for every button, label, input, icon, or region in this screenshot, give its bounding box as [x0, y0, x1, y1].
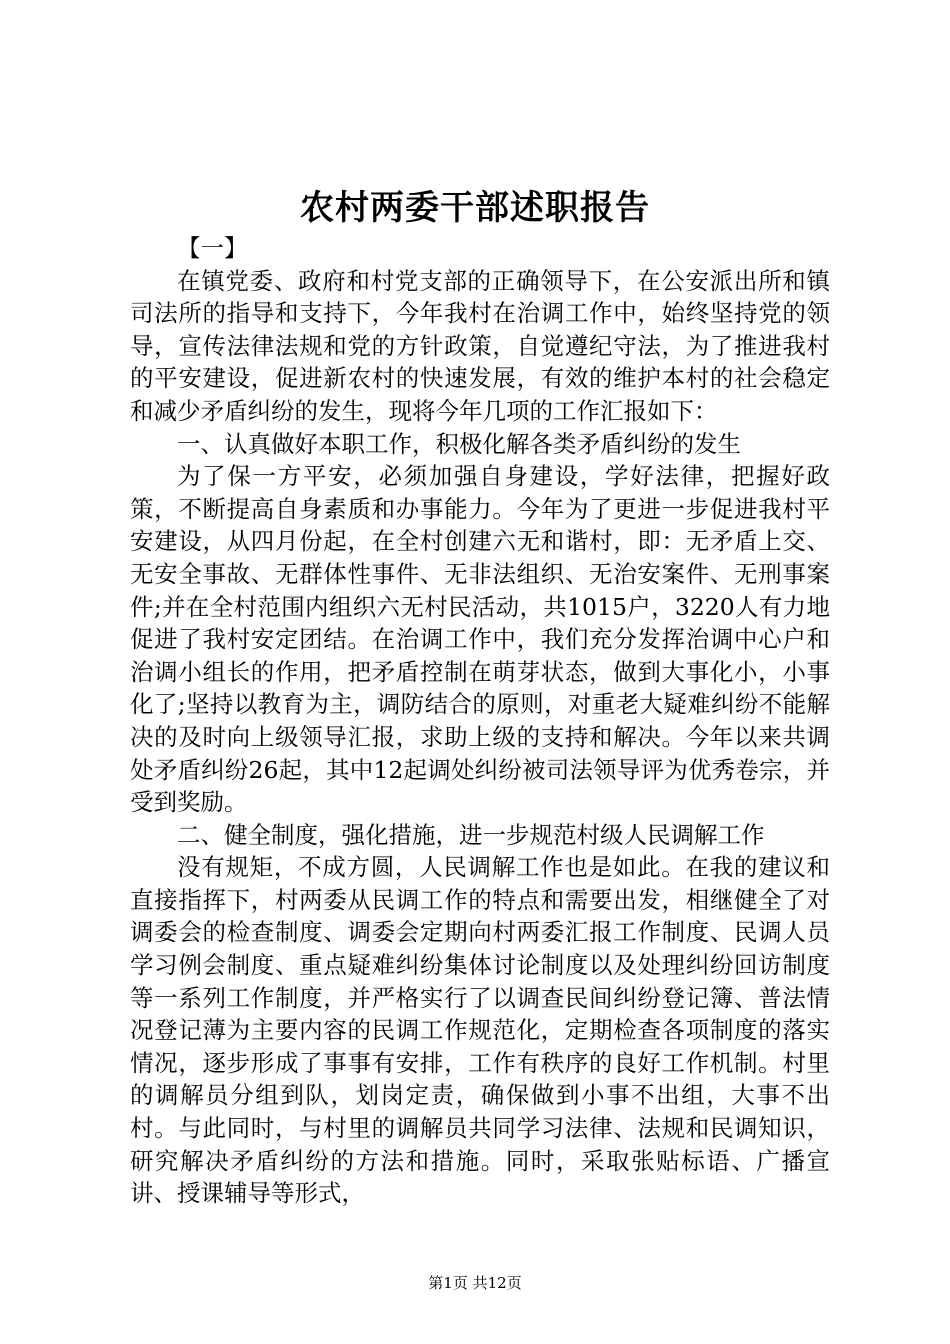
section-heading-2: 二、健全制度，强化措施，进一步规范村级人民调解工作 [177, 820, 765, 849]
body-paragraph-2: 没有规矩，不成方圆，人民调解工作也是如此。在我的建议和直接指挥下，村两委从民调工作的特点和需要出发，相继健全了对调委会的检查制度、调委会定期向村两委汇报工作制度、民调人员学习例会制度、重点疑难纠纷集体讨论制度以及处理纠纷回访制度等一系列工作制度，并严格实行了以调查民间纠纷登记簿、普法情况登记薄为主要内容的民调工作规范化，定期检查各项制度的落实情况，逐步形成了事事有安排，工作有秩序的良好工作机制。村里的调解员分组到队，划岗定责，确保做到小事不出组，大事不出村。与此同时，与村里的调解员共同学习法律、法规和民调知识，研究解决矛盾纠纷的方法和措施。同时，采取张贴标语、广播宣讲、授课辅导等形式， [130, 853, 830, 1208]
section-marker: 【一】 [177, 234, 248, 262]
section-heading-1: 一、认真做好本职工作，积极化解各类矛盾纠纷的发生 [177, 429, 741, 458]
document-body [130, 232, 830, 1210]
page-footer: 第1页 共12页 [428, 1274, 522, 1292]
body-paragraph-1: 为了保一方平安，必须加强自身建设，学好法律，把握好政策，不断提高自身素质和办事能力。今年为了更进一步促进我村平安建设，从四月份起，在全村创建六无和谐村，即：无矛盾上交、无安全事故、无群体性事件、无非法组织、无治安案件、无刑事案件;并在全村范围内组织六无村民活动，共1015户，3220人有力地促进了我村安定团结。在治调工作中，我们充分发挥治调中心户和治调小组长的作用，把矛盾控制在萌芽状态，做到大事化小，小事化了;坚持以教育为主，调防结合的原则，对重老大疑难纠纷不能解决的及时向上级领导汇报，求助上级的支持和解决。今年以来共调处矛盾纠纷26起，其中12起调处纠纷被司法领导评为优秀卷宗，并受到奖励。 [130, 462, 830, 817]
intro-paragraph: 在镇党委、政府和村党支部的正确领导下，在公安派出所和镇司法所的指导和支持下，今年我村在治调工作中，始终坚持党的领导，宣传法律法规和党的方针政策，自觉遵纪守法，为了推进我村的平安建设，促进新农村的快速发展，有效的维护本村的社会稳定和减少矛盾纠纷的发生，现将今年几项的工作汇报如下： [130, 266, 830, 425]
document-title: 农村两委干部述职报告 [300, 188, 650, 228]
